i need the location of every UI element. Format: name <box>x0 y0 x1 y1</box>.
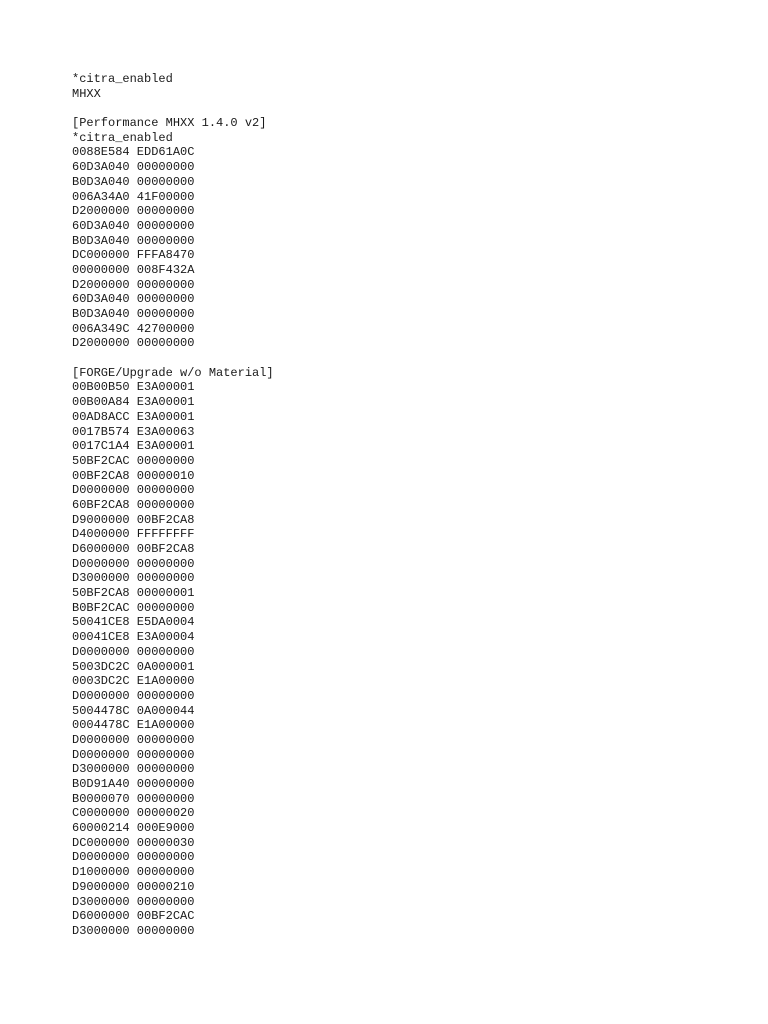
code-line: 0003DC2C E1A00000 <box>72 674 195 689</box>
code-line: D6000000 00BF2CAC <box>72 909 195 924</box>
directive-line: *citra_enabled <box>72 72 173 86</box>
code-line: 0088E584 EDD61A0C <box>72 145 195 160</box>
code-line: B0BF2CAC 00000000 <box>72 600 195 615</box>
code-line: D2000000 00000000 <box>72 204 195 219</box>
code-line: D3000000 00000000 <box>72 894 195 909</box>
code-line: D2000000 00000000 <box>72 336 195 351</box>
code-line: 60000214 000E9000 <box>72 821 195 836</box>
blank-line <box>72 351 274 366</box>
code-line: D3000000 00000000 <box>72 762 195 777</box>
code-line: 50BF2CAC 00000000 <box>72 453 195 468</box>
directive-line: *citra_enabled <box>72 130 173 145</box>
code-line: 60D3A040 00000000 <box>72 160 195 175</box>
code-line: B0000070 00000000 <box>72 791 195 806</box>
code-line: 60BF2CA8 00000000 <box>72 497 195 512</box>
code-line: 0004478C E1A00000 <box>72 718 195 733</box>
code-line: D9000000 00000210 <box>72 879 195 894</box>
section-header: [FORGE/Upgrade w/o Material] <box>72 365 274 380</box>
code-line: D0000000 00000000 <box>72 556 195 571</box>
code-line: B0D3A040 00000000 <box>72 233 195 248</box>
code-line: DC000000 00000030 <box>72 835 195 850</box>
code-line: DC000000 FFFA8470 <box>72 248 195 263</box>
code-line: D1000000 00000000 <box>72 865 195 880</box>
code-line: 00BF2CA8 00000010 <box>72 468 195 483</box>
code-line: 00000000 008F432A <box>72 262 195 277</box>
code-line: D0000000 00000000 <box>72 644 195 659</box>
code-line: C0000000 00000020 <box>72 806 195 821</box>
code-line: 00B00B50 E3A00001 <box>72 380 195 395</box>
code-line: D0000000 00000000 <box>72 850 195 865</box>
code-line: D2000000 00000000 <box>72 277 195 292</box>
blank-line <box>72 101 274 116</box>
code-line: 5004478C 0A000044 <box>72 703 195 718</box>
code-line: 50BF2CA8 00000001 <box>72 586 195 601</box>
code-line: D6000000 00BF2CA8 <box>72 542 195 556</box>
code-line: D4000000 FFFFFFFF <box>72 527 195 542</box>
code-line: D0000000 00000000 <box>72 747 195 762</box>
code-line: D0000000 00000000 <box>72 688 195 703</box>
code-line: D0000000 00000000 <box>72 483 195 498</box>
code-line: D0000000 00000000 <box>72 732 195 747</box>
code-line: B0D3A040 00000000 <box>72 174 195 189</box>
code-line: B0D3A040 00000000 <box>72 307 195 321</box>
code-line: 5003DC2C 0A000001 <box>72 659 195 674</box>
text-line: MHXX <box>72 86 101 101</box>
code-line: D9000000 00BF2CA8 <box>72 512 195 527</box>
code-line: 60D3A040 00000000 <box>72 292 195 307</box>
code-line: D3000000 00000000 <box>72 571 195 586</box>
code-line: 0017B574 E3A00063 <box>72 424 195 439</box>
cheat-code-document <box>72 72 274 939</box>
code-line: 50041CE8 E5DA0004 <box>72 615 195 630</box>
code-line: 00041CE8 E3A00004 <box>72 630 195 645</box>
section-header: [Performance MHXX 1.4.0 v2] <box>72 116 267 131</box>
code-line: B0D91A40 00000000 <box>72 777 195 791</box>
code-line: 00B00A84 E3A00001 <box>72 395 195 410</box>
code-line: 00AD8ACC E3A00001 <box>72 409 195 424</box>
code-line: 006A34A0 41F00000 <box>72 189 195 204</box>
code-line: 006A349C 42700000 <box>72 321 195 336</box>
code-line: D3000000 00000000 <box>72 923 195 938</box>
code-line: 0017C1A4 E3A00001 <box>72 439 195 454</box>
code-line: 60D3A040 00000000 <box>72 218 195 233</box>
